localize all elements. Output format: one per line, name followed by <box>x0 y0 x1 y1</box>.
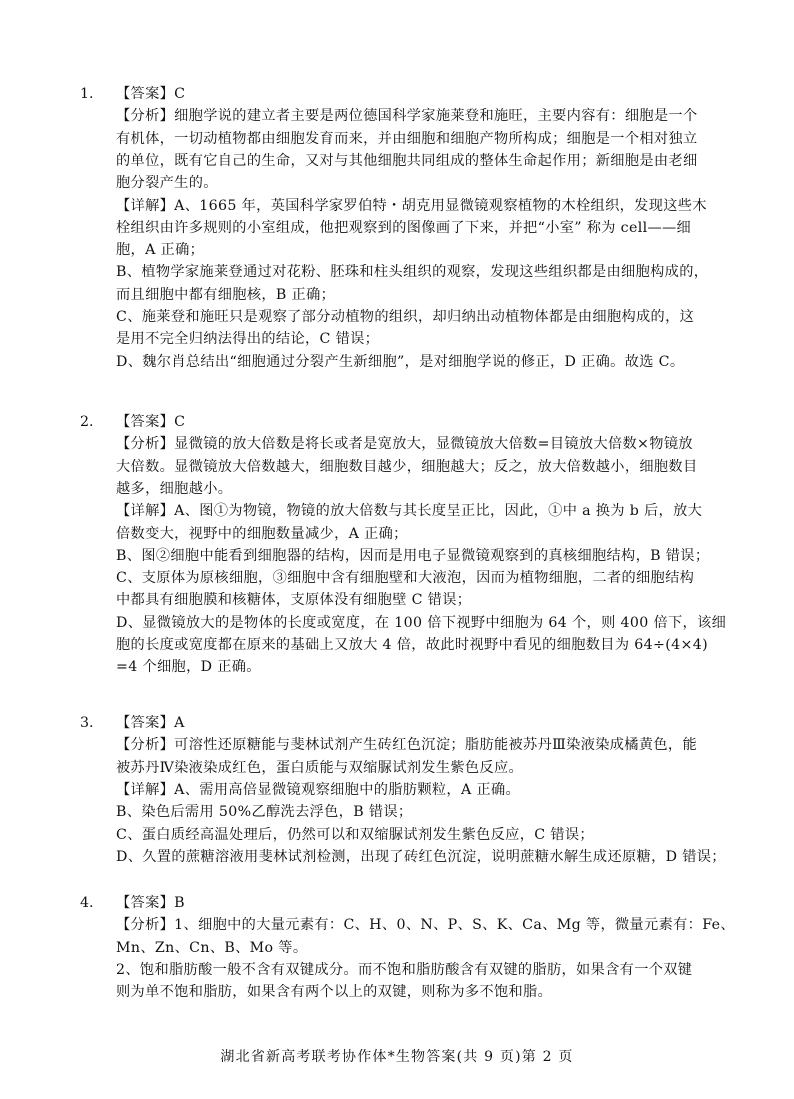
question-number: 4. <box>80 895 94 911</box>
answer-key-line: 【答案】C <box>116 414 186 430</box>
explanation-line: C、蛋白质经高温处理后，仍然可以和双缩脲试剂发生紫色反应，C 错误； <box>116 826 594 843</box>
explanation-line: 是用不完全归纳法得出的结论，C 错误； <box>116 331 380 348</box>
explanation-line: C、支原体为原核细胞，③细胞中含有细胞壁和大液泡，因而为植物细胞，二者的细胞结构 <box>116 570 695 587</box>
explanation-line: 的单位，既有它自己的生命，又对与其他细胞共同组成的整体生命起作用；新细胞是由老细 <box>116 152 698 169</box>
explanation-line: 【详解】A、1665 年，英国科学家罗伯特・胡克用显微镜观察植物的木栓组织，发现这些木 <box>116 197 707 214</box>
explanation-line: 胞分裂产生的。 <box>116 175 218 192</box>
explanation-line: 被苏丹Ⅳ染液染成红色，蛋白质能与双缩脲试剂发生紫色反应。 <box>116 759 524 776</box>
answer-key-line: 【答案】A <box>116 715 185 731</box>
question-number: 3. <box>80 715 94 731</box>
explanation-line: 【分析】1、细胞中的大量元素有：C、H、0、N、P、S、K、Ca、Mg 等，微量元素有：Fe、 <box>116 917 735 934</box>
explanation-line: 栓组织由许多规则的小室组成，他把观察到的图像画了下来，并把“小室” 称为 cell——细 <box>116 219 692 236</box>
explanation-line: D、显微镜放大的是物体的长度或宽度，在 100 倍下视野中细胞为 64 个，则 400 倍下，该细 <box>116 614 727 631</box>
explanation-line: 而且细胞中都有细胞核，B 正确； <box>116 286 336 303</box>
answer-key-line: 【答案】B <box>116 895 185 911</box>
explanation-line: B、染色后需用 50%乙醇洗去浮色，B 错误； <box>116 804 413 821</box>
question-number: 1. <box>80 86 94 102</box>
explanation-line: D、久置的蔗糖溶液用斐林试剂检测，出现了砖红色沉淀，说明蔗糖水解生成还原糖，D 错误； <box>116 848 726 865</box>
question-number: 2. <box>80 414 94 430</box>
explanation-line: B、图②细胞中能看到细胞器的结构，因而是用电子显微镜观察到的真核细胞结构，B 错误； <box>116 547 710 564</box>
explanation-line: 【详解】A、图①为物镜，物镜的放大倍数与其长度呈正比，因此，①中 a 换为 b 后，放大 <box>116 503 703 520</box>
answer-key-line: 【答案】C <box>116 86 186 102</box>
explanation-line: 【分析】显微镜的放大倍数是将长或者是宽放大，显微镜放大倍数=目镜放大倍数×物镜放 <box>116 436 693 453</box>
explanation-line: 大倍数。显微镜放大倍数越大，细胞数目越少，细胞越大；反之，放大倍数越小，细胞数目 <box>116 458 698 475</box>
explanation-line: 则为单不饱和脂肪，如果含有两个以上的双键，则称为多不饱和脂。 <box>116 984 553 1001</box>
explanation-line: 倍数变大，视野中的细胞数量减少，A 正确； <box>116 525 408 542</box>
explanation-line: C、施莱登和施旺只是观察了部分动植物的组织，却归纳出动植物体都是由细胞构成的，这 <box>116 309 695 325</box>
explanation-line: 2、饱和脂肪酸一般不含有双键成分。而不饱和脂肪酸含有双键的脂肪，如果含有一个双键 <box>116 961 693 978</box>
explanation-line: 有机体，一切动植物都由细胞发育而来，并由细胞和细胞产物所构成；细胞是一个相对独立 <box>116 130 698 147</box>
page-footer: 湖北省新高考联考协作体*生物答案(共 9 页)第 2 页 <box>220 1049 574 1065</box>
explanation-line: 越多，细胞越小。 <box>116 480 233 497</box>
explanation-line: D、魏尔肖总结出“细胞通过分裂产生新细胞”，是对细胞学说的修正，D 正确。故选 C。 <box>116 353 685 370</box>
explanation-line: 【详解】A、需用高倍显微镜观察细胞中的脂肪颗粒，A 正确。 <box>116 781 521 798</box>
explanation-line: 【分析】细胞学说的建立者主要是两位德国科学家施莱登和施旺，主要内容有：细胞是一个 <box>116 108 698 125</box>
explanation-line: B、植物学家施莱登通过对花粉、胚珠和柱头组织的观察，发现这些组织都是由细胞构成的， <box>116 264 709 281</box>
explanation-line: 【分析】可溶性还原糖能与斐林试剂产生砖红色沉淀；脂肪能被苏丹Ⅲ染液染成橘黄色，能 <box>116 737 697 754</box>
explanation-line: 胞的长度或宽度都在原来的基础上又放大 4 倍，故此时视野中看见的细胞数目为 64÷(4×4) <box>116 637 708 653</box>
explanation-line: 中都具有细胞膜和核糖体，支原体没有细胞壁 C 错误； <box>116 592 472 609</box>
explanation-line: =4 个细胞，D 正确。 <box>116 659 261 676</box>
explanation-line: 胞，A 正确； <box>116 242 205 259</box>
explanation-line: Mn、Zn、Cn、B、Mo 等。 <box>116 939 308 956</box>
